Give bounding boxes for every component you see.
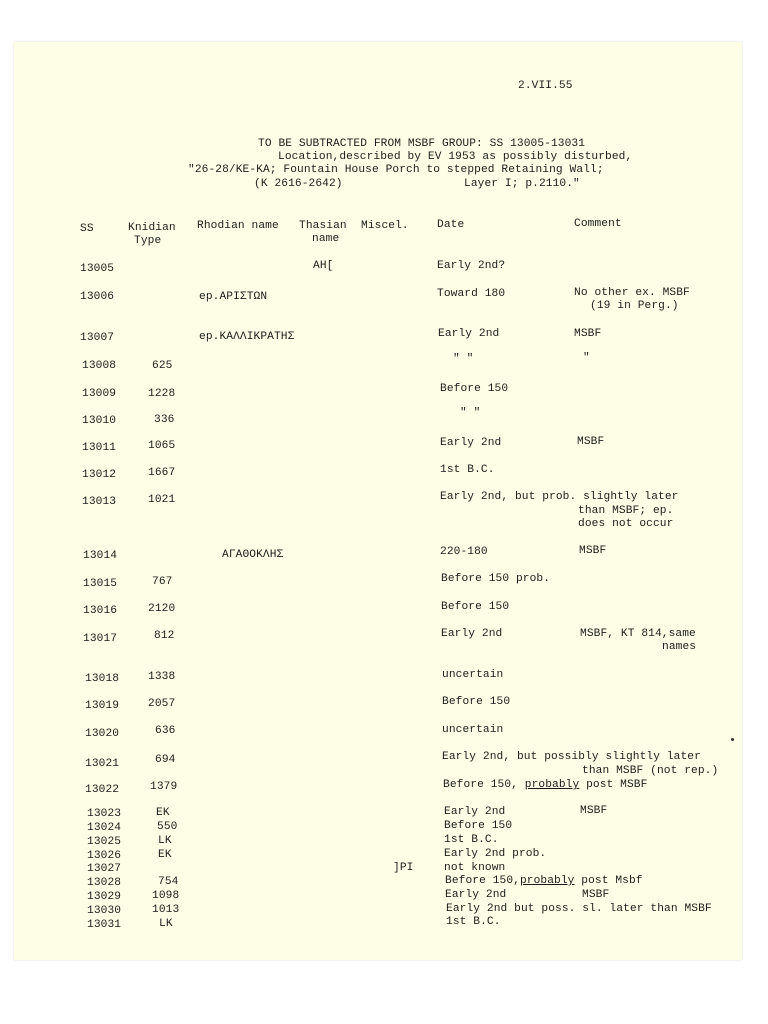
table-row-date: Early 2nd bbox=[441, 628, 503, 640]
table-row-knidian: 336 bbox=[154, 414, 175, 426]
table-row-knidian: 767 bbox=[152, 576, 173, 588]
table-row-comment: MSBF bbox=[577, 436, 605, 448]
date-underlined-text: probably bbox=[519, 875, 575, 887]
table-row-date: Early 2nd, but prob. slightly later bbox=[440, 491, 679, 503]
col-header-knidian-type: Type bbox=[134, 235, 162, 247]
table-row-comment-cont: (19 in Perg.) bbox=[590, 300, 679, 312]
table-row-comment: MSBF bbox=[574, 328, 602, 340]
col-header-comment: Comment bbox=[574, 218, 622, 230]
table-row-knidian: 1379 bbox=[150, 781, 178, 793]
table-row-ss: 13029 bbox=[87, 891, 122, 903]
location-line-2: "26-28/KE-KA; Fountain House Porch to stepped Retaining Wall; bbox=[188, 164, 604, 176]
table-row-ss: 13012 bbox=[82, 469, 117, 481]
table-row-date bbox=[445, 875, 643, 888]
table-row-comment: No other ex. MSBF bbox=[574, 287, 690, 299]
col-header-rhodian: Rhodian name bbox=[197, 220, 279, 232]
table-row-date: 220-180 bbox=[440, 546, 488, 558]
table-row-knidian: 550 bbox=[157, 821, 178, 833]
table-row-comment-cont: than MSBF; ep. bbox=[578, 505, 674, 517]
table-row-knidian: 2057 bbox=[148, 698, 176, 710]
table-row-date: Before 150 prob. bbox=[441, 573, 551, 585]
table-row-rhodian: ΑΓΑΘΟΚΛΗΣ bbox=[222, 549, 284, 561]
table-row-ss: 13015 bbox=[83, 578, 118, 590]
col-header-date: Date bbox=[437, 219, 465, 231]
table-row-ss: 13016 bbox=[83, 605, 118, 617]
table-row-ss: 13006 bbox=[80, 291, 115, 303]
table-row-ss: 13024 bbox=[87, 822, 122, 834]
table-row-knidian: EK bbox=[156, 807, 170, 819]
table-row-date: Before 150 bbox=[442, 696, 511, 708]
table-row-ss: 13008 bbox=[82, 360, 117, 372]
table-row-date: not known bbox=[444, 862, 506, 874]
table-row-knidian: 1338 bbox=[148, 671, 176, 683]
table-row-knidian: LK bbox=[158, 835, 172, 847]
table-row-date: Early 2nd but poss. sl. later than MSBF bbox=[446, 903, 712, 915]
table-row-ss: 13028 bbox=[87, 877, 122, 889]
document-date: 2.VII.55 bbox=[518, 80, 573, 92]
table-row-comment-cont: names bbox=[662, 641, 697, 653]
table-row-date: uncertain bbox=[442, 669, 504, 681]
table-row-date: 1st B.C. bbox=[446, 916, 501, 928]
table-row-comment: MSBF bbox=[580, 805, 608, 817]
table-row-rhodian: ep.ΑΡΙΣΤΩΝ bbox=[199, 291, 268, 303]
table-row-misc: ]PI bbox=[393, 862, 414, 874]
table-row-date: Early 2nd bbox=[440, 437, 502, 449]
table-row-ss: 13017 bbox=[83, 633, 118, 645]
table-row-date: Early 2nd? bbox=[437, 260, 506, 272]
date-text: Before 150, bbox=[443, 779, 525, 791]
table-row-knidian: 1098 bbox=[152, 890, 180, 902]
col-header-knidian: Knidian bbox=[128, 222, 176, 234]
table-row-knidian: 1013 bbox=[152, 904, 180, 916]
table-row-date: Early 2nd bbox=[444, 806, 506, 818]
table-row-date: Early 2nd, but possibly slightly later bbox=[442, 751, 701, 763]
table-row-ss: 13026 bbox=[87, 850, 122, 862]
table-row-ss: 13018 bbox=[85, 673, 120, 685]
table-row-comment: MSBF bbox=[579, 545, 607, 557]
table-row-ss: 13011 bbox=[82, 442, 117, 454]
document-title: TO BE SUBTRACTED FROM MSBF GROUP: SS 13005-13031 bbox=[258, 138, 586, 150]
table-row-thasian: ΑΗ[ bbox=[313, 260, 334, 272]
table-row-date: 1st B.C. bbox=[444, 834, 499, 846]
table-row-date bbox=[443, 779, 647, 792]
table-row-date: uncertain bbox=[442, 724, 504, 736]
table-row-date: Before 150 bbox=[441, 601, 510, 613]
table-row-date: Early 2nd bbox=[445, 889, 507, 901]
date-text: post Msbf bbox=[574, 875, 643, 887]
table-row-knidian: 2120 bbox=[148, 603, 176, 615]
table-row-date: Early 2nd bbox=[438, 328, 500, 340]
date-text: Before 150, bbox=[445, 875, 520, 887]
col-header-miscel: Miscel. bbox=[361, 220, 409, 232]
col-header-ss: SS bbox=[80, 223, 94, 235]
location-line-1: Location,described by EV 1953 as possibly disturbed, bbox=[278, 151, 633, 163]
date-underlined-text: probably bbox=[524, 779, 580, 791]
table-row-knidian: LK bbox=[159, 918, 173, 930]
table-row-ss: 13010 bbox=[82, 415, 117, 427]
table-row-comment: MSBF, KT 814,same bbox=[580, 628, 696, 640]
col-header-thasian-name: name bbox=[312, 233, 340, 245]
table-row-comment-cont: does not occur bbox=[578, 518, 674, 530]
table-row-ss: 13021 bbox=[85, 758, 120, 770]
table-row-knidian: EK bbox=[158, 849, 172, 861]
table-row-ss: 13014 bbox=[83, 550, 118, 562]
date-text: post MSBF bbox=[579, 779, 648, 791]
table-row-date: 1st B.C. bbox=[440, 464, 495, 476]
table-row-ss: 13020 bbox=[85, 728, 120, 740]
table-row-comment-ditto: " bbox=[583, 352, 590, 364]
table-row-knidian: 625 bbox=[152, 360, 173, 372]
table-row-knidian: 812 bbox=[154, 630, 175, 642]
table-row-knidian: 754 bbox=[158, 876, 179, 888]
table-row-knidian: 1667 bbox=[148, 467, 176, 479]
table-row-knidian: 1228 bbox=[148, 388, 176, 400]
table-row-knidian: 1065 bbox=[148, 440, 176, 452]
table-row-ss: 13005 bbox=[80, 263, 115, 275]
col-header-thasian: Thasian bbox=[299, 220, 347, 232]
location-line-4: Layer I; p.2110." bbox=[464, 178, 580, 190]
table-row-rhodian: ep.ΚΑΛΛΙΚΡΑΤΗΣ bbox=[199, 331, 295, 343]
table-row-knidian: 694 bbox=[155, 754, 176, 766]
table-row-comment: MSBF bbox=[582, 889, 610, 901]
table-row-comment-cont: than MSBF (not rep.) bbox=[582, 765, 719, 777]
table-row-knidian: 1021 bbox=[148, 494, 176, 506]
table-row-ss: 13007 bbox=[80, 332, 115, 344]
table-row-date: Before 150 bbox=[444, 820, 513, 832]
table-row-ss: 13025 bbox=[87, 836, 122, 848]
table-row-ss: 13023 bbox=[87, 808, 122, 820]
table-row-ss: 13031 bbox=[87, 919, 122, 931]
ink-speck bbox=[731, 738, 734, 741]
table-row-ss: 13013 bbox=[82, 496, 117, 508]
table-row-date: Before 150 bbox=[440, 383, 509, 395]
table-row-date-ditto: " " bbox=[460, 407, 481, 419]
location-line-3: (K 2616-2642) bbox=[254, 178, 343, 190]
table-row-date: Early 2nd prob. bbox=[444, 848, 547, 860]
table-row-ss: 13027 bbox=[87, 863, 122, 875]
table-row-ss: 13030 bbox=[87, 905, 122, 917]
table-row-ss: 13022 bbox=[85, 784, 120, 796]
table-row-ss: 13009 bbox=[82, 388, 117, 400]
table-row-knidian: 636 bbox=[155, 725, 176, 737]
table-row-ss: 13019 bbox=[85, 700, 120, 712]
table-row-date-ditto: " " bbox=[453, 353, 474, 365]
table-row-date: Toward 180 bbox=[437, 288, 506, 300]
